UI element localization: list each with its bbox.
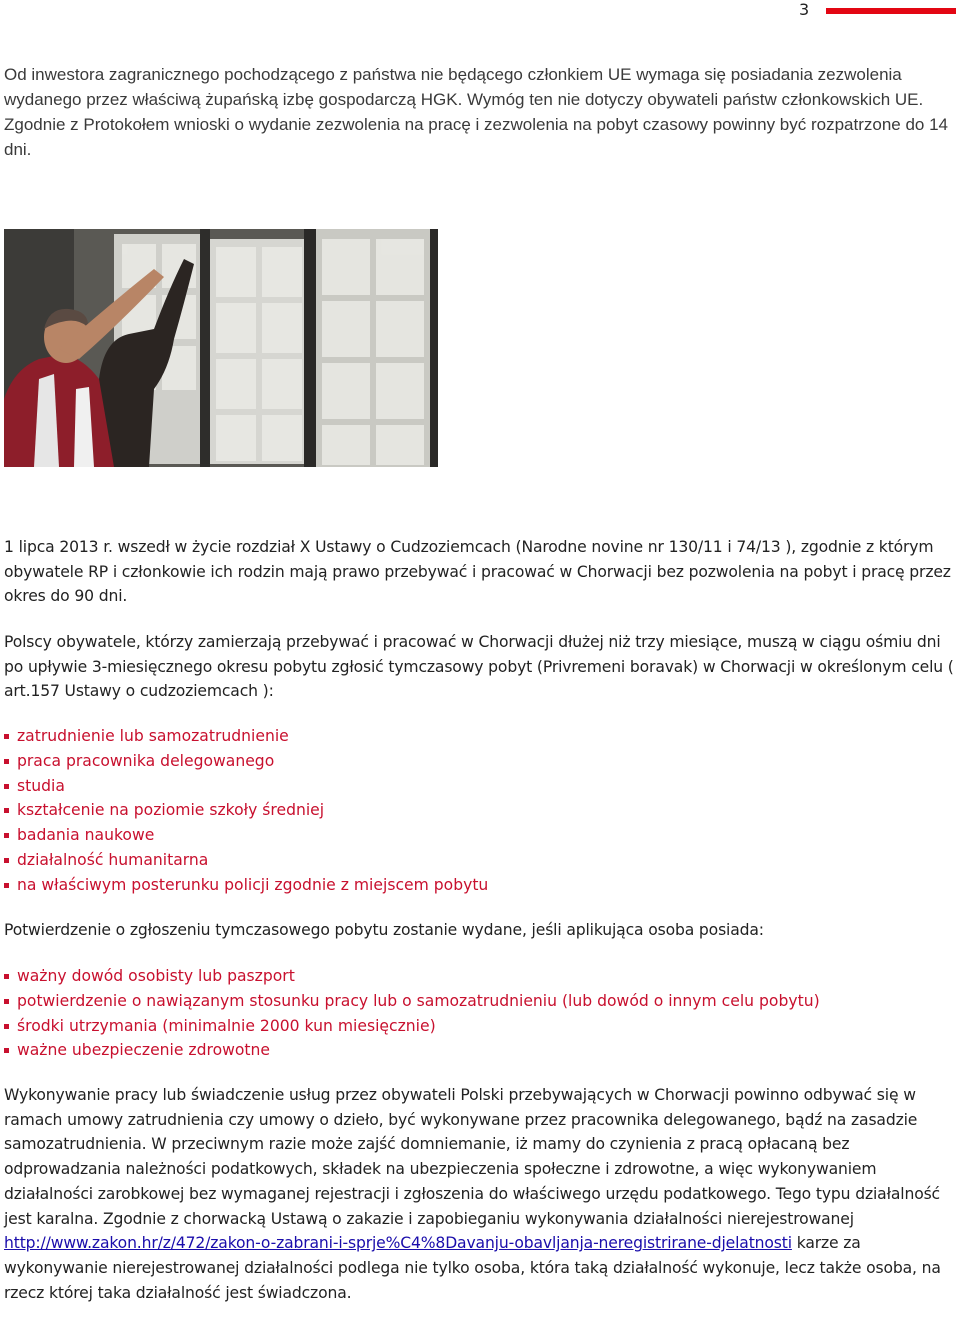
list-item: zatrudnienie lub samozatrudnienie xyxy=(4,724,488,749)
bullet-icon xyxy=(4,833,9,838)
bullet-icon xyxy=(4,734,9,739)
list-item: kształcenie na poziomie szkoły średniej xyxy=(4,798,488,823)
paragraph-registration: Polscy obywatele, którzy zamierzają przebywać i pracować w Chorwacji dłużej niż trzy miesiące, muszą w ciągu ośmiu dni po upływie 3-miesięcznego okresu pobytu zgłosić tymczasowy pobyt (Privremeni boravak) w Chorwacji w określonym celu ( art.157 Ustawy o cudzoziemcach ): xyxy=(4,633,954,701)
job-board-photo xyxy=(4,229,438,467)
paragraph-law-chapter: 1 lipca 2013 r. wszedł w życie rozdział X Ustawy o Cudzoziemcach (Narodne novine nr 130/11 i 74/13 ), zgodnie z którym obywatele RP i członkowie ich rodzin mają prawo przebywać i pracować w Chorwacji bez pozwolenia na pobyt i pracę przez okres do 90 dni. xyxy=(4,538,951,606)
zakon-hr-link[interactable]: http://www.zakon.hr/z/472/zakon-o-zabrani-i-sprje%C4%8Davanju-obavljanja-neregistrirane-djelatnosti xyxy=(4,1234,792,1253)
list-item: potwierdzenie o nawiązanym stosunku pracy lub o samozatrudnieniu (lub dowód o innym celu pobytu) xyxy=(4,989,820,1014)
bullet-icon xyxy=(4,784,9,789)
paragraph-legal-work: Wykonywanie pracy lub świadczenie usług przez obywateli Polski przebywających w Chorwacji powinno odbywać się w ramach umowy zatrudnienia czy umowy o dzieło, być wykonywane przez pracownika delegowanego, bądź na zasadzie samozatrudnienia. W przeciwnym razie może zajść domniemanie, iż mamy do czynienia z pracą opłacaną bez odprowadzania należności podatkowych, składek na ubezpieczenia społeczne i zdrowotne, a więc wykonywaniem działalności zarobkowej bez wymaganej rejestracji i zgłoszenia do właściwego urzędu podatkowego. Tego typu działalność jest karalna. Zgodnie z chorwacką Ustawą o zakazie i zapobieganiu wykonywania działalności nierejestrowanej http://www.zakon.hr/z/472/zakon-o-zabrani-i-sprje%C4%8Davanju-obavljanja-neregistrirane-djelatnosti karze za wykonywanie nierejestrowanej działalności podlega nie tylko osoba, która taką działalność wykonuje, lecz także osoba, na rzecz której taka działalność jest świadczona. xyxy=(4,1086,941,1302)
intro-paragraph: Od inwestora zagranicznego pochodzącego z państwa nie będącego członkiem UE wymaga się posiadania zezwolenia wydanego przez właściwą żupańską izbę gospodarczą HGK. Wymóg ten nie dotyczy obywateli państw członkowskich UE. Zgodnie z Protokołem wnioski o wydanie zezwolenia na pracę i zezwolenia na pobyt czasowy powinny być rozpatrzone do 14 dni. xyxy=(4,65,949,159)
bullet-icon xyxy=(4,883,9,888)
header-accent-bar xyxy=(826,8,956,14)
list-item: działalność humanitarna xyxy=(4,848,488,873)
bullet-icon xyxy=(4,974,9,979)
list-item: na właściwym posterunku policji zgodnie z miejscem pobytu xyxy=(4,873,488,898)
paragraph-confirmation: Potwierdzenie o zgłoszeniu tymczasowego pobytu zostanie wydane, jeśli aplikująca osoba posiada: xyxy=(4,921,764,939)
bullet-icon xyxy=(4,858,9,863)
list-item: ważny dowód osobisty lub paszport xyxy=(4,964,820,989)
list-item: ważne ubezpieczenie zdrowotne xyxy=(4,1038,820,1063)
bullet-icon xyxy=(4,999,9,1004)
bullet-icon xyxy=(4,808,9,813)
page-number: 3 xyxy=(799,0,810,19)
list-item: badania naukowe xyxy=(4,823,488,848)
list-item: praca pracownika delegowanego xyxy=(4,749,488,774)
bullet-icon xyxy=(4,759,9,764)
list-item: środki utrzymania (minimalnie 2000 kun miesięcznie) xyxy=(4,1014,820,1039)
bullet-icon xyxy=(4,1024,9,1029)
purpose-list xyxy=(4,724,488,898)
requirements-list xyxy=(4,964,820,1063)
list-item: studia xyxy=(4,774,488,799)
bullet-icon xyxy=(4,1048,9,1053)
